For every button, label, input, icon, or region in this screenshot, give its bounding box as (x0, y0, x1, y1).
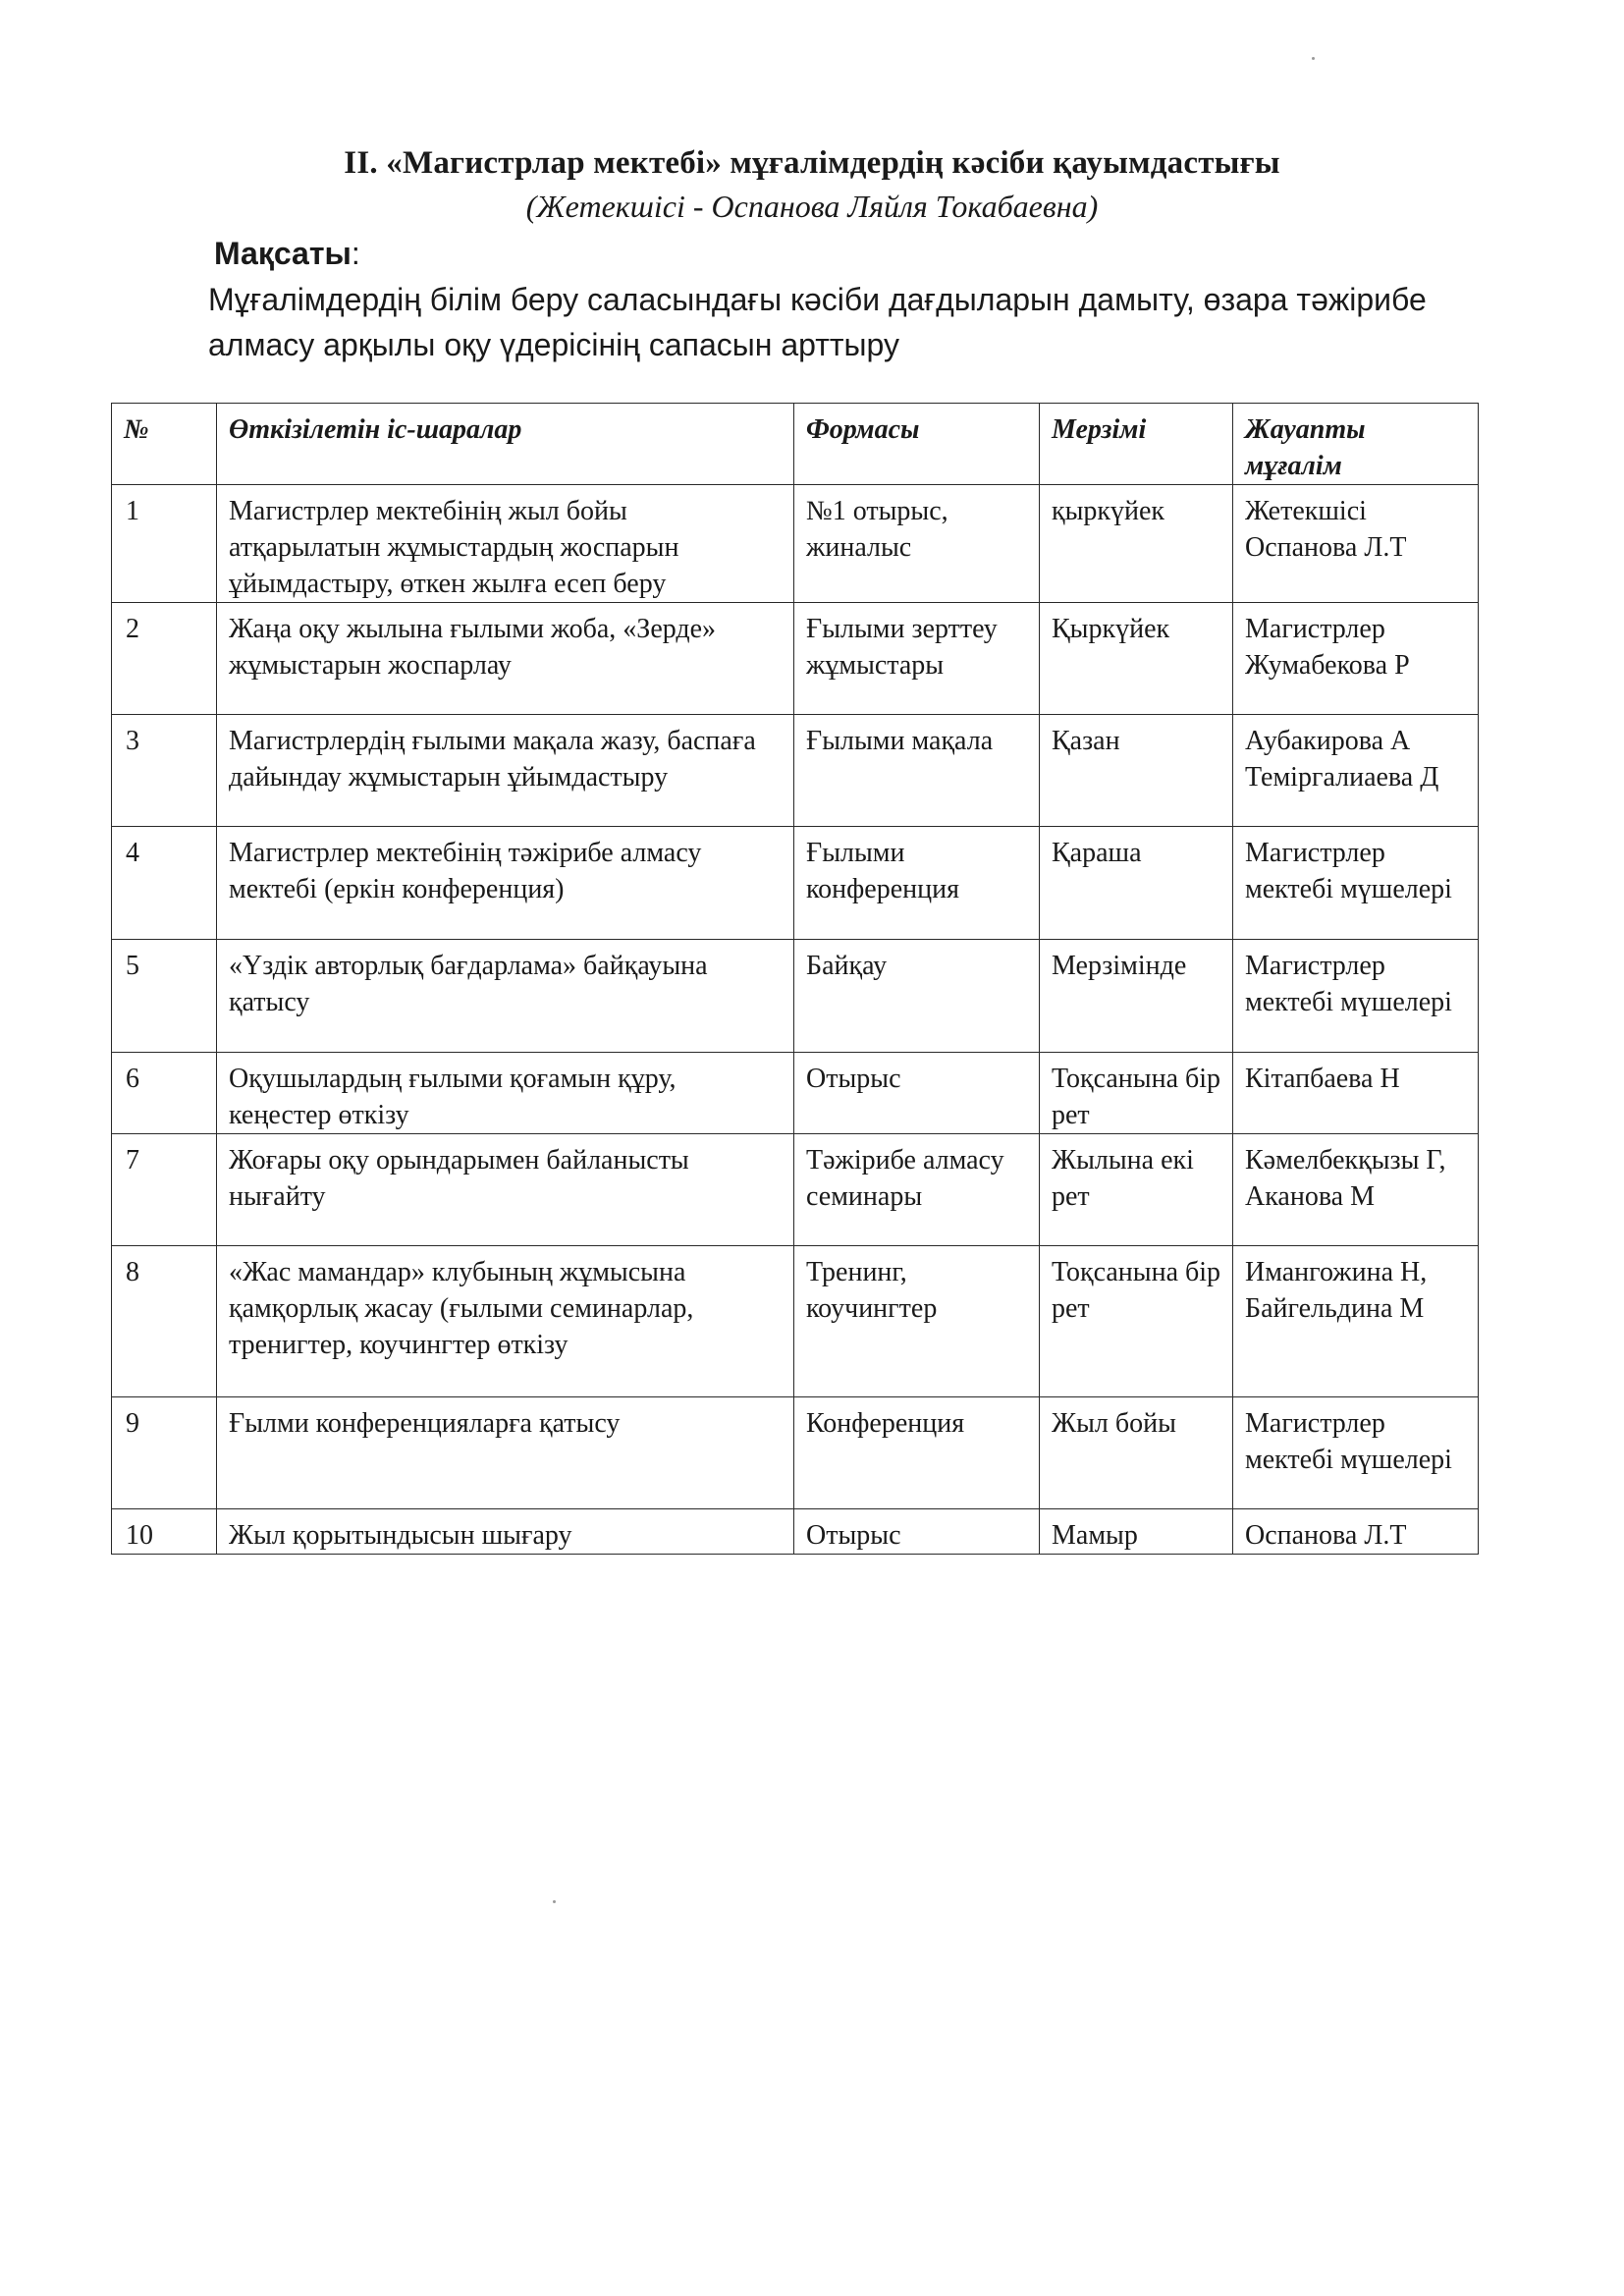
header-events: Өткізілетін іс-шаралар (217, 404, 794, 485)
row-responsible: Оспанова Л.Т (1233, 1509, 1479, 1555)
row-number: 9 (112, 1397, 217, 1509)
table-row (112, 1134, 1479, 1246)
header-deadline: Мерзімі (1040, 404, 1233, 485)
header-responsible: Жауапты мұғалім (1233, 404, 1479, 485)
table-row (112, 715, 1479, 827)
scan-speck (553, 1900, 556, 1903)
row-form: Отырыс (794, 1053, 1040, 1134)
row-form: Тренинг, коучингтер (794, 1246, 1040, 1397)
scan-speck (1312, 57, 1315, 60)
goal-label-colon: : (351, 236, 360, 271)
table-header-row (112, 404, 1479, 485)
row-deadline: Қыркүйек (1040, 603, 1233, 715)
row-number: 6 (112, 1053, 217, 1134)
row-form: Конференция (794, 1397, 1040, 1509)
row-form: Байқау (794, 940, 1040, 1053)
row-deadline: Мерзімінде (1040, 940, 1233, 1053)
row-responsible: Кәмелбекқызы Г, Аканова М (1233, 1134, 1479, 1246)
row-responsible: Имангожина Н, Байгельдина М (1233, 1246, 1479, 1397)
row-event: Жаңа оқу жылына ғылыми жоба, «Зерде» жұмыстарын жоспарлау (217, 603, 794, 715)
row-responsible: Кітапбаева Н (1233, 1053, 1479, 1134)
goal-label-text: Мақсаты (214, 236, 352, 271)
row-form: Ғылыми зерттеу жұмыстары (794, 603, 1040, 715)
table-row (112, 940, 1479, 1053)
table-row (112, 1246, 1479, 1397)
row-event: Магистрлердің ғылыми мақала жазу, баспаға дайындау жұмыстарын ұйымдастыру (217, 715, 794, 827)
row-responsible: Магистрлер мектебі мүшелері (1233, 1397, 1479, 1509)
row-event: Магистрлер мектебінің жыл бойы атқарылатын жұмыстардың жоспарын ұйымдастыру, өткен жылға есеп беру (217, 485, 794, 603)
row-deadline: Жыл бойы (1040, 1397, 1233, 1509)
row-number: 1 (112, 485, 217, 603)
goal-text: Мұғалімдердің білім беру саласындағы кәсіби дағдыларын дамыту, өзара тәжірибе алмасу арқылы оқу үдерісінің сапасын арттыру (208, 282, 1427, 362)
table-row (112, 1509, 1479, 1555)
row-number: 10 (112, 1509, 217, 1555)
row-number: 5 (112, 940, 217, 1053)
row-responsible: Магистрлер мектебі мүшелері (1233, 940, 1479, 1053)
row-form: Ғылыми конференция (794, 827, 1040, 940)
table-row (112, 485, 1479, 603)
row-deadline: Қазан (1040, 715, 1233, 827)
row-number: 7 (112, 1134, 217, 1246)
row-form: Ғылыми мақала (794, 715, 1040, 827)
row-event: «Жас мамандар» клубының жұмысына қамқорлық жасау (ғылыми семинарлар, тренигтер, коучингтер өткізу (217, 1246, 794, 1397)
header-form: Формасы (794, 404, 1040, 485)
row-deadline: Жылына екі рет (1040, 1134, 1233, 1246)
row-number: 8 (112, 1246, 217, 1397)
row-event: Жоғары оқу орындарымен байланысты нығайту (217, 1134, 794, 1246)
row-deadline: Қараша (1040, 827, 1233, 940)
row-responsible: Аубакирова А Теміргалиаева Д (1233, 715, 1479, 827)
row-form: Тәжірибе алмасу семинары (794, 1134, 1040, 1246)
row-event: Ғылми конференцияларға қатысу (217, 1397, 794, 1509)
row-number: 3 (112, 715, 217, 827)
row-responsible: Магистрлер Жумабекова Р (1233, 603, 1479, 715)
table-row (112, 1397, 1479, 1509)
table-row (112, 1053, 1479, 1134)
row-event: Оқушылардың ғылыми қоғамын құру, кеңестер өткізу (217, 1053, 794, 1134)
row-event: Жыл қорытындысын шығару (217, 1509, 794, 1555)
row-form: №1 отырыс, жиналыс (794, 485, 1040, 603)
row-event: Магистрлер мектебінің тәжірибе алмасу мектебі (еркін конференция) (217, 827, 794, 940)
leader-subtitle: (Жетекшісі - Оспанова Ляйля Токабаевна) (525, 189, 1099, 224)
row-form: Отырыс (794, 1509, 1040, 1555)
page-title: II. «Магистрлар мектебі» мұғалімдердің кәсіби қауымдастығы (344, 145, 1280, 181)
header-number: № (112, 404, 217, 485)
row-event: «Үздік авторлық бағдарлама» байқауына қатысу (217, 940, 794, 1053)
row-deadline: Мамыр (1040, 1509, 1233, 1555)
row-responsible: Магистрлер мектебі мүшелері (1233, 827, 1479, 940)
table-row (112, 827, 1479, 940)
goal-label (214, 236, 360, 272)
events-table (111, 403, 1479, 1555)
table-row (112, 603, 1479, 715)
row-deadline: қыркүйек (1040, 485, 1233, 603)
row-deadline: Тоқсанына бір рет (1040, 1053, 1233, 1134)
row-responsible: Жетекшісі Оспанова Л.Т (1233, 485, 1479, 603)
row-deadline: Тоқсанына бір рет (1040, 1246, 1233, 1397)
row-number: 4 (112, 827, 217, 940)
row-number: 2 (112, 603, 217, 715)
